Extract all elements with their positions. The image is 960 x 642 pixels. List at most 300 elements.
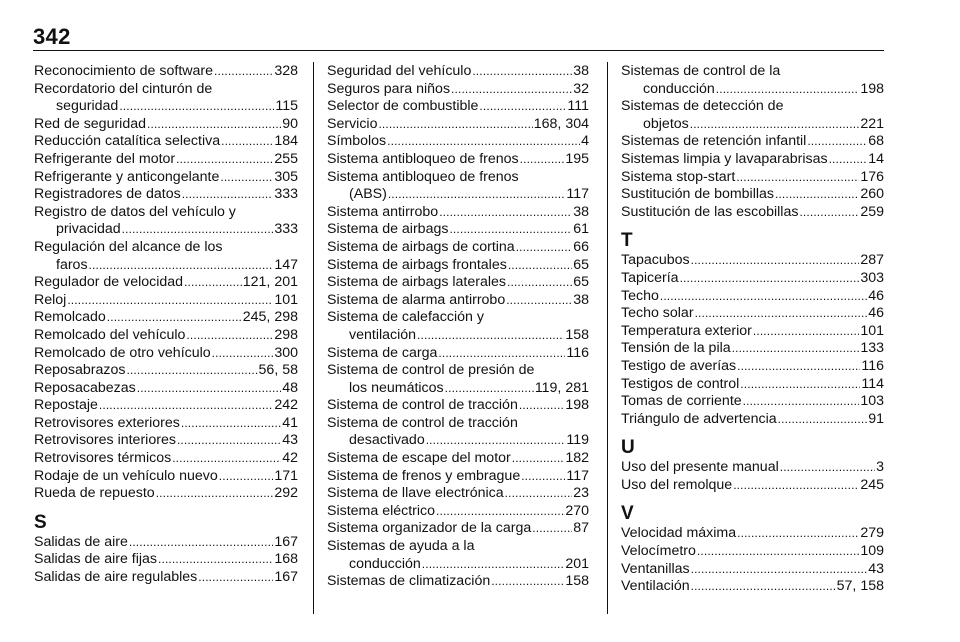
dot-leader — [479, 98, 566, 116]
entry-term: Sistema eléctrico — [327, 502, 436, 519]
dot-leader — [439, 204, 572, 222]
entry-term: Salidas de aire fijas — [34, 551, 158, 568]
entry-term: Sistema de calefacción y — [327, 309, 484, 326]
index-entry — [327, 468, 589, 486]
entry-term: Reducción catalítica selectiva — [34, 133, 221, 150]
entry-term: Sistemas de climatización — [327, 573, 491, 590]
entry-line — [327, 309, 589, 327]
section-letter: S — [34, 511, 47, 533]
index-entry — [327, 520, 589, 538]
entry-term: Red de seguridad — [34, 115, 147, 132]
dot-leader — [737, 525, 859, 543]
index-entry — [34, 116, 298, 134]
entry-line — [34, 292, 298, 310]
index-entry — [34, 415, 298, 433]
entry-line — [34, 468, 298, 486]
index-entry — [327, 573, 589, 591]
entry-line — [621, 561, 884, 579]
entry-pages: 242 — [274, 397, 298, 414]
entry-line — [34, 186, 298, 204]
dot-leader — [186, 327, 273, 345]
entry-term: Regulación del alcance de los — [34, 238, 223, 255]
dot-leader — [184, 274, 242, 292]
entry-term: Sistemas de control de la — [621, 63, 781, 79]
index-entry — [327, 133, 589, 151]
dot-leader — [127, 362, 258, 380]
dot-leader — [436, 503, 564, 521]
entry-term: Refrigerante del motor — [34, 150, 176, 167]
index-entry — [621, 133, 884, 151]
entry-pages: 298 — [274, 326, 298, 343]
entry-term: Registradores de datos — [34, 186, 181, 203]
dot-leader — [737, 358, 860, 376]
entry-pages: 68 — [868, 133, 884, 150]
dot-leader — [449, 221, 572, 239]
entry-term: Sistemas de retención infantil — [621, 133, 807, 150]
entry-line — [621, 288, 884, 306]
index-entry — [34, 569, 298, 587]
entry-term: privacidad — [56, 221, 121, 238]
entry-term: (ABS) — [349, 186, 387, 203]
entry-term: Sistema de control de tracción — [327, 414, 518, 431]
entry-line — [34, 274, 298, 292]
dot-leader — [119, 98, 274, 116]
entry-term: Reposacabezas — [34, 379, 136, 396]
entry-line — [34, 362, 298, 380]
index-entry — [34, 204, 298, 239]
index-entry — [621, 98, 884, 133]
entry-pages: 270 — [565, 502, 589, 519]
entry-pages: 303 — [860, 269, 884, 286]
entry-line — [621, 525, 884, 543]
entry-line — [621, 186, 884, 204]
entry-pages: 182 — [565, 450, 589, 467]
entry-continuation — [34, 98, 298, 116]
entry-term: Registro de datos del vehículo y — [34, 203, 236, 220]
entry-line — [327, 468, 589, 486]
entry-line — [327, 415, 589, 433]
entry-line — [327, 538, 589, 556]
index-entry — [621, 323, 884, 341]
dot-leader — [472, 63, 572, 81]
index-entry — [621, 252, 884, 270]
entry-pages: 176 — [860, 168, 884, 185]
entry-continuation — [34, 221, 298, 239]
index-entry — [327, 415, 589, 450]
entry-term: Tapicería — [621, 269, 679, 286]
entry-term: Sistema de airbags frontales — [327, 256, 507, 273]
entry-line — [34, 345, 298, 363]
index-entry — [621, 270, 884, 288]
entry-pages: 66 — [573, 238, 589, 255]
entry-pages: 57, 158 — [836, 578, 884, 595]
entry-term: faros — [56, 256, 88, 273]
index-entry — [621, 561, 884, 579]
dot-leader — [219, 468, 274, 486]
dot-leader — [690, 116, 860, 134]
entry-line — [34, 63, 298, 81]
entry-pages: 119 — [566, 432, 589, 449]
dot-leader — [732, 340, 860, 358]
entry-pages: 117 — [566, 467, 589, 484]
dot-leader — [438, 345, 565, 363]
entry-pages: 171 — [274, 467, 298, 484]
entry-line — [327, 98, 589, 116]
entry-pages: 43 — [868, 560, 884, 577]
index-column-1 — [34, 63, 298, 587]
entry-continuation — [34, 257, 298, 275]
entry-term: Sistema de airbags laterales — [327, 274, 507, 291]
dot-leader — [89, 257, 274, 275]
entry-term: Triángulo de advertencia — [621, 410, 777, 427]
entry-term: conducción — [643, 80, 715, 97]
entry-term: Salidas de aire — [34, 533, 128, 550]
entry-pages: 198 — [565, 397, 589, 414]
dot-leader — [697, 543, 859, 561]
page-number: 342 — [33, 24, 71, 49]
dot-leader — [158, 551, 273, 569]
entry-continuation — [621, 81, 884, 99]
entry-term: Regulador de velocidad — [34, 274, 184, 291]
entry-term: Sistema antirrobo — [327, 203, 439, 220]
index-entry — [327, 169, 589, 204]
dot-leader — [122, 221, 274, 239]
index-entry — [621, 63, 884, 98]
entry-term: Techo — [621, 287, 659, 304]
entry-pages: 245, 298 — [242, 309, 298, 326]
entry-term: Reposabrazos — [34, 362, 126, 379]
dot-leader — [445, 380, 534, 398]
entry-line — [327, 133, 589, 151]
index-entry — [621, 151, 884, 169]
index-entry — [621, 358, 884, 376]
dot-leader — [775, 186, 859, 204]
dot-leader — [716, 81, 860, 99]
entry-line — [34, 239, 298, 257]
entry-term: Sistemas de ayuda a la — [327, 538, 475, 555]
entry-pages: 167 — [274, 533, 298, 550]
entry-term: Remolcado — [34, 309, 106, 326]
column-divider — [607, 62, 608, 614]
entry-pages: 245 — [860, 476, 884, 493]
index-entry — [621, 305, 884, 323]
entry-line — [621, 169, 884, 187]
entry-line — [621, 270, 884, 288]
header-rule — [33, 50, 884, 51]
index-entry — [621, 288, 884, 306]
section-letter: V — [621, 503, 634, 525]
index-entry — [34, 397, 298, 415]
entry-term: Techo solar — [621, 305, 694, 322]
entry-continuation — [327, 556, 589, 574]
index-entry — [327, 151, 589, 169]
entry-line — [34, 309, 298, 327]
index-entry — [621, 186, 884, 204]
entry-continuation — [327, 432, 589, 450]
entry-term: Ventilación — [621, 578, 690, 595]
dot-leader — [799, 204, 859, 222]
entry-term: Uso del presente manual — [621, 459, 779, 476]
entry-term: Retrovisores interiores — [34, 432, 176, 449]
index-entry — [34, 274, 298, 292]
entry-term: objetos — [643, 115, 689, 132]
entry-pages: 333 — [274, 221, 298, 238]
entry-term: Sistema de frenos y embrague — [327, 467, 521, 484]
dot-leader — [691, 252, 860, 270]
entry-pages: 198 — [860, 80, 884, 97]
entry-term: Sistema stop-start — [621, 168, 736, 185]
entry-pages: 260 — [860, 186, 884, 203]
entry-term: Tomas de corriente — [621, 393, 742, 410]
index-entry — [327, 503, 589, 521]
entry-pages: 158 — [565, 573, 589, 590]
entry-pages: 133 — [860, 340, 884, 357]
entry-line — [621, 477, 884, 495]
entry-pages: 333 — [274, 186, 298, 203]
entry-line — [327, 292, 589, 310]
entry-line — [34, 569, 298, 587]
dot-leader — [214, 63, 273, 81]
entry-term: Sistema de llave electrónica — [327, 485, 504, 502]
index-entry — [327, 116, 589, 134]
index-entry — [34, 468, 298, 486]
entry-term: Retrovisores térmicos — [34, 450, 172, 467]
entry-term: Símbolos — [327, 133, 387, 150]
dot-leader — [743, 393, 860, 411]
index-entry — [327, 98, 589, 116]
index-entry — [34, 133, 298, 151]
entry-pages: 65 — [573, 256, 589, 273]
index-entry — [327, 63, 589, 81]
entry-line — [34, 551, 298, 569]
entry-pages: 109 — [860, 543, 884, 560]
index-entry — [621, 543, 884, 561]
entry-pages: 43 — [282, 432, 298, 449]
entry-term: Reloj — [34, 291, 67, 308]
entry-continuation — [621, 116, 884, 134]
entry-term: Velocidad máxima — [621, 525, 737, 542]
entry-pages: 111 — [567, 98, 589, 115]
entry-pages: 38 — [573, 291, 589, 308]
entry-line — [327, 274, 589, 292]
entry-line — [327, 485, 589, 503]
entry-pages: 117 — [566, 186, 589, 203]
index-entry — [621, 376, 884, 394]
entry-line — [327, 221, 589, 239]
entry-line — [621, 376, 884, 394]
entry-line — [34, 432, 298, 450]
dot-leader — [156, 485, 274, 503]
entry-line — [327, 362, 589, 380]
entry-term: Rodaje de un vehículo nuevo — [34, 467, 218, 484]
index-entry — [327, 485, 589, 503]
index-entry — [621, 411, 884, 429]
entry-line — [327, 257, 589, 275]
entry-pages: 46 — [868, 305, 884, 322]
dot-leader — [753, 323, 859, 341]
index-entry — [327, 274, 589, 292]
entry-pages: 121, 201 — [242, 274, 298, 291]
entry-pages: 287 — [860, 252, 884, 269]
entry-line — [327, 116, 589, 134]
dot-leader — [491, 573, 564, 591]
entry-term: Sustitución de las escobillas — [621, 203, 799, 220]
dot-leader — [660, 288, 867, 306]
dot-leader — [512, 450, 565, 468]
entry-term: Salidas de aire regulables — [34, 569, 198, 586]
entry-term: Velocímetro — [621, 543, 696, 560]
index-entry — [34, 239, 298, 274]
entry-pages: 168, 304 — [533, 115, 589, 132]
dot-leader — [422, 556, 565, 574]
entry-line — [327, 450, 589, 468]
index-entry — [34, 534, 298, 552]
entry-term: Remolcado de otro vehículo — [34, 344, 211, 361]
entry-pages: 87 — [573, 520, 589, 537]
entry-line — [34, 380, 298, 398]
index-entry — [327, 309, 589, 344]
entry-line — [621, 252, 884, 270]
index-entry — [34, 327, 298, 345]
entry-line — [327, 397, 589, 415]
index-entry — [34, 186, 298, 204]
entry-line — [327, 169, 589, 187]
entry-term: Sistemas de detección de — [621, 98, 784, 115]
entry-term: Sistema antibloqueo de frenos — [327, 150, 519, 167]
entry-pages: 158 — [565, 326, 589, 343]
entry-term: Sistema de airbags de cortina — [327, 238, 515, 255]
entry-pages: 201 — [565, 555, 589, 572]
index-entry — [327, 204, 589, 222]
dot-leader — [508, 257, 572, 275]
entry-term: conducción — [349, 555, 421, 572]
index-entry — [327, 81, 589, 99]
dot-leader — [507, 274, 572, 292]
entry-term: Retrovisores exteriores — [34, 414, 180, 431]
entry-pages: 103 — [860, 393, 884, 410]
section-letter: T — [621, 230, 633, 252]
entry-term: Sistema de escape del motor — [327, 450, 511, 467]
dot-leader — [212, 345, 274, 363]
dot-leader — [176, 151, 273, 169]
dot-leader — [516, 239, 573, 257]
entry-pages: 300 — [274, 344, 298, 361]
index-entry — [34, 345, 298, 363]
dot-leader — [532, 520, 572, 538]
entry-line — [34, 415, 298, 433]
index-entry — [621, 459, 884, 477]
dot-leader — [778, 411, 868, 429]
entry-pages: 328 — [274, 63, 298, 79]
entry-term: Tensión de la pila — [621, 340, 731, 357]
entry-term: Testigo de averías — [621, 357, 737, 374]
index-entry — [621, 393, 884, 411]
dot-leader — [220, 169, 273, 187]
index-entry — [34, 81, 298, 116]
dot-leader — [172, 450, 281, 468]
entry-line — [621, 63, 884, 81]
entry-continuation — [327, 186, 589, 204]
entry-term: Sistemas limpia y lavaparabrisas — [621, 150, 828, 167]
entry-line — [327, 63, 589, 81]
entry-line — [621, 543, 884, 561]
entry-pages: 184 — [274, 133, 298, 150]
entry-term: Rueda de repuesto — [34, 485, 155, 502]
entry-term: ventilación — [349, 326, 417, 343]
dot-leader — [378, 116, 532, 134]
entry-line — [34, 397, 298, 415]
entry-pages: 101 — [860, 322, 884, 339]
index-entry — [327, 450, 589, 468]
entry-pages: 147 — [274, 256, 298, 273]
index-entry — [34, 380, 298, 398]
entry-pages: 195 — [565, 150, 589, 167]
dot-leader — [147, 116, 281, 134]
dot-leader — [829, 151, 868, 169]
entry-term: Sistema de airbags — [327, 221, 449, 238]
entry-line — [621, 305, 884, 323]
dot-leader — [780, 459, 875, 477]
entry-line — [621, 459, 884, 477]
section-letter: U — [621, 437, 635, 459]
entry-term: Tapacubos — [621, 252, 690, 269]
entry-pages: 168 — [274, 551, 298, 568]
dot-leader — [680, 270, 860, 288]
entry-pages: 42 — [282, 450, 298, 467]
entry-line — [621, 578, 884, 596]
entry-pages: 61 — [573, 221, 589, 238]
entry-term: Repostaje — [34, 397, 98, 414]
entry-line — [34, 151, 298, 169]
entry-line — [621, 411, 884, 429]
entry-pages: 101 — [274, 291, 298, 308]
index-entry — [34, 292, 298, 310]
dot-leader — [521, 468, 565, 486]
entry-line — [621, 323, 884, 341]
index-entry — [327, 397, 589, 415]
entry-term: Sistema antibloqueo de frenos — [327, 168, 519, 185]
dot-leader — [181, 415, 281, 433]
entry-term: Sistema de carga — [327, 344, 438, 361]
entry-line — [34, 485, 298, 503]
index-entry — [327, 345, 589, 363]
dot-leader — [137, 380, 281, 398]
entry-pages: 119, 281 — [534, 379, 589, 396]
entry-pages: 38 — [573, 63, 589, 79]
index-entry — [327, 292, 589, 310]
entry-pages: 65 — [573, 274, 589, 291]
entry-line — [621, 204, 884, 222]
index-entry — [621, 340, 884, 358]
dot-leader — [736, 169, 859, 187]
entry-pages: 23 — [573, 485, 589, 502]
entry-term: Seguridad del vehículo — [327, 63, 472, 79]
index-entry — [34, 551, 298, 569]
entry-term: Uso del remolque — [621, 476, 733, 493]
index-column-2 — [327, 63, 589, 591]
entry-pages: 116 — [861, 357, 884, 374]
entry-pages: 56, 58 — [258, 362, 298, 379]
index-entry — [621, 169, 884, 187]
entry-line — [34, 169, 298, 187]
entry-line — [327, 345, 589, 363]
entry-line — [327, 81, 589, 99]
entry-term: Servicio — [327, 115, 378, 132]
entry-term: Recordatorio del cinturón de — [34, 80, 213, 97]
entry-pages: 255 — [274, 150, 298, 167]
dot-leader — [807, 133, 867, 151]
entry-line — [327, 503, 589, 521]
